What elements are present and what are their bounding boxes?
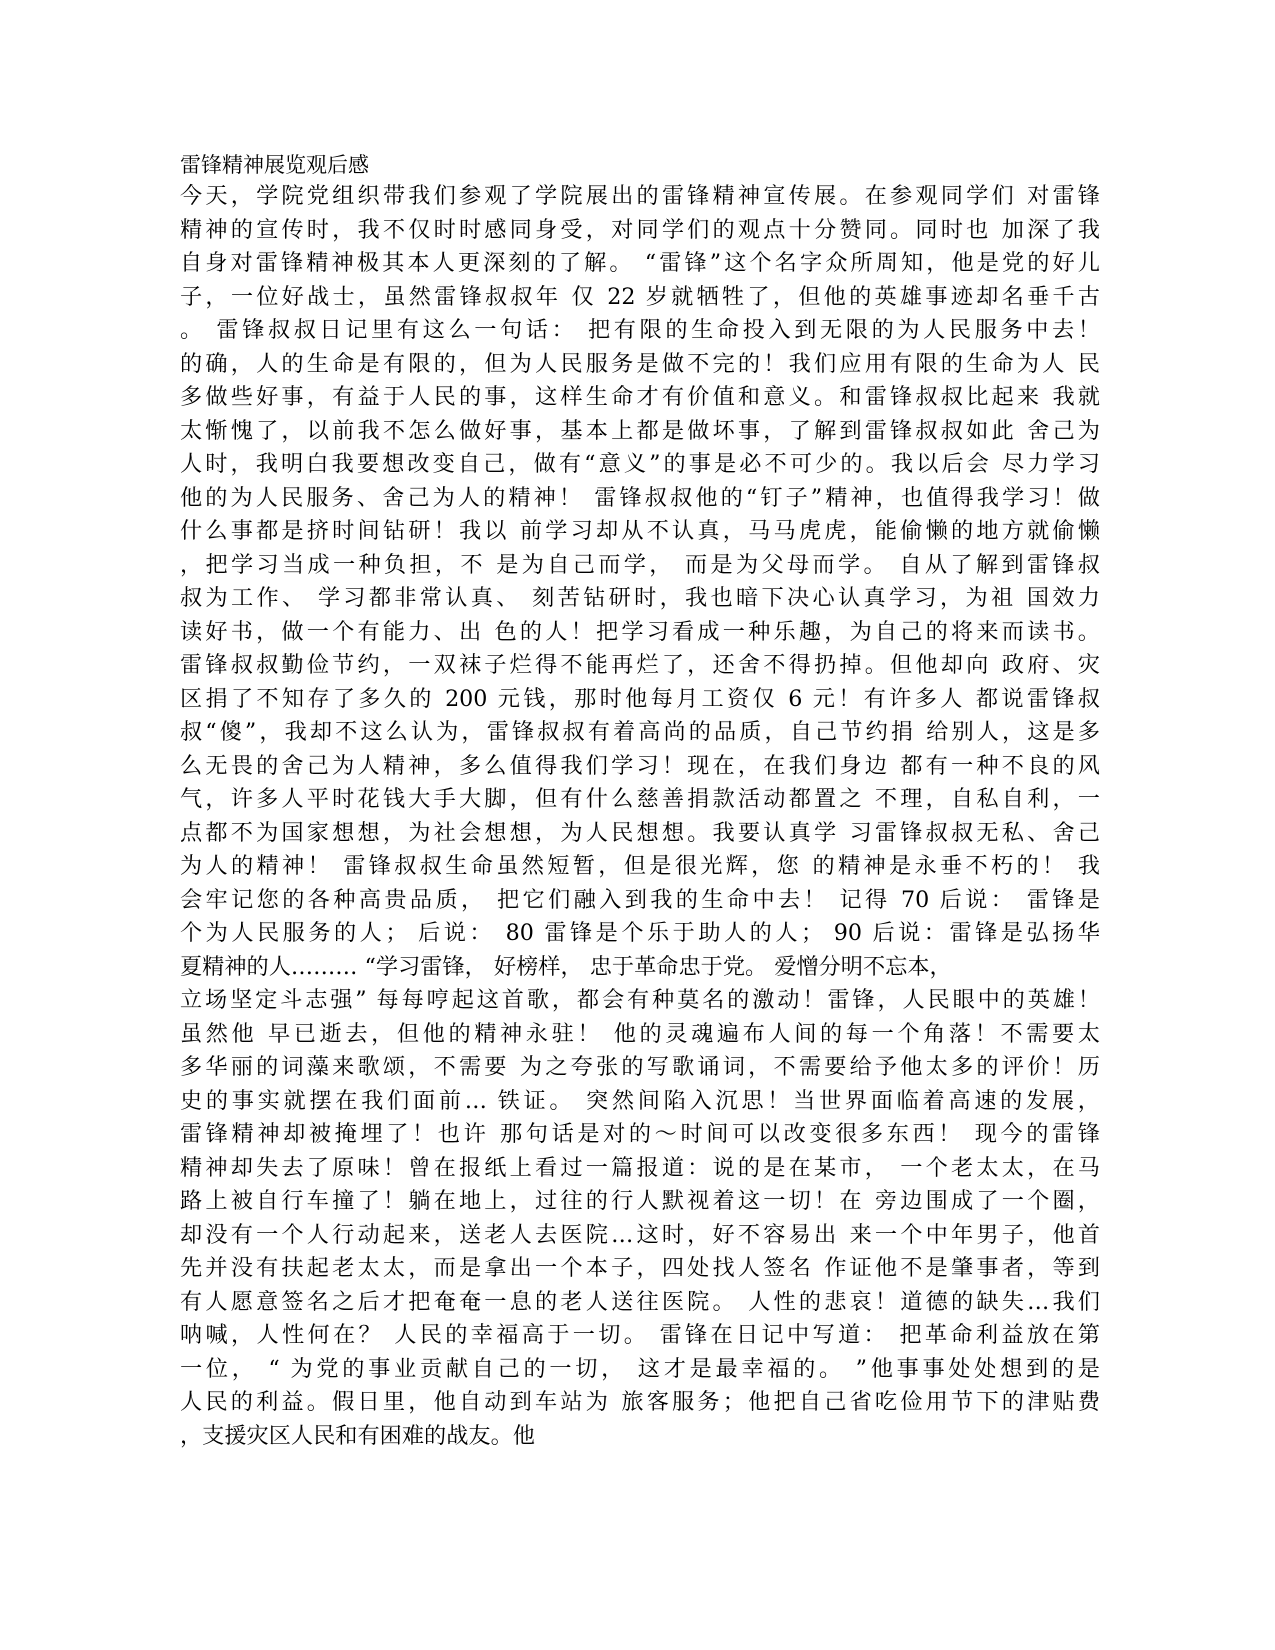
body-line: 今天，学院党组织带我们参观了学院展出的雷锋精神宣传展。在参观同学们 对雷锋 [180, 183, 1100, 209]
body-line: 雷锋叔叔勤俭节约，一双袜子烂得不能再烂了，还舍不得扔掉。但他却向 政府、灾 [180, 652, 1100, 678]
body-line: 先并没有扶起老太太，而是拿出一个本子，四处找人签名 作证他不是肇事者，等到 [180, 1255, 1100, 1281]
document-page [180, 148, 1100, 1453]
body-line: 点都不为国家想想，为社会想想，为人民想想。我要认真学 习雷锋叔叔无私、舍己 [180, 819, 1100, 846]
body-line: 路上被自行车撞了！躺在地上，过往的行人默视着这一切！在 旁边围成了一个圈， [180, 1188, 1100, 1214]
body-line: 人时，我明白我要想改变自己，做有“意义”的事是必不可少的。我以后会 尽力学习 [180, 451, 1100, 477]
body-line: 自身对雷锋精神极其本人更深刻的了解。 “雷锋”这个名字众所周知，他是党的好儿 [180, 250, 1100, 276]
body-line: ，支援灾区人民和有困难的战友。他 [180, 1422, 535, 1449]
body-line: 叔为工作、 学习都非常认真、 刻苦钻研时，我也暗下决心认真学习，为祖 国效力 [180, 585, 1100, 611]
body-line: 。 雷锋叔叔日记里有这么一句话： 把有限的生命投入到无限的为人民服务中去！ [180, 317, 1100, 343]
body-line: 个为人民服务的人； 后说： 80 雷锋是个乐于助人的人； 90 后说：雷锋是弘扬华 [180, 920, 1100, 946]
body-line: 雷锋精神却被掩埋了！也许 那句话是对的～时间可以改变很多东西！ 现今的雷锋 [180, 1121, 1100, 1147]
body-line: 叔“傻”，我却不这么认为，雷锋叔叔有着高尚的品质，自己节约捐 给别人，这是多 [180, 719, 1100, 745]
body-line: 呐喊，人性何在？ 人民的幸福高于一切。 雷锋在日记中写道： 把革命利益放在第 [180, 1322, 1100, 1348]
body-line: 子，一位好战士，虽然雷锋叔叔年 仅 22 岁就牺牲了，但他的英雄事迹却名垂千古 [180, 283, 1100, 310]
body-line: ，把学习当成一种负担，不 是为自己而学， 而是为父母而学。 自从了解到雷锋叔 [180, 551, 1100, 578]
body-line: 多做些好事，有益于人民的事，这样生命才有价值和意义。和雷锋叔叔比起来 我就 [180, 384, 1100, 410]
body-line: 立场坚定斗志强” 每每哼起这首歌，都会有种莫名的激动！雷锋，人民眼中的英雄！ [180, 987, 1100, 1013]
document-body [180, 180, 1100, 1453]
body-line: 多华丽的词藻来歌颂，不需要 为之夸张的写歌诵词，不需要给予他太多的评价！历 [180, 1054, 1100, 1080]
body-line: 人民的利益。假日里，他自动到车站为 旅客服务；他把自己省吃俭用节下的津贴费 [180, 1389, 1100, 1415]
body-line: 为人的精神！ 雷锋叔叔生命虽然短暂，但是很光辉，您 的精神是永垂不朽的！ 我 [180, 853, 1100, 879]
body-line: 夏精神的人……… “学习雷锋， 好榜样， 忠于革命忠于党。 爱憎分明不忘本， [180, 953, 952, 980]
body-line: 他的为人民服务、舍己为人的精神！ 雷锋叔叔他的“钉子”精神，也值得我学习！做 [180, 484, 1100, 511]
body-line: 有人愿意签名之后才把奄奄一息的老人送往医院。 人性的悲哀！道德的缺失…我们 [180, 1288, 1100, 1315]
document-title: 雷锋精神展览观后感 [180, 153, 369, 177]
body-line: 史的事实就摆在我们面前… 铁证。 突然间陷入沉思！当世界面临着高速的发展， [180, 1087, 1100, 1114]
body-line: 什么事都是挤时间钻研！我以 前学习却从不认真，马马虎虎，能偷懒的地方就偷懒 [180, 518, 1100, 544]
body-line: 么无畏的舍己为人精神，多么值得我们学习！现在，在我们身边 都有一种不良的风 [180, 752, 1100, 779]
body-line: 读好书，做一个有能力、出 色的人！把学习看成一种乐趣，为自己的将来而读书。 [180, 618, 1100, 645]
body-line: 区捐了不知存了多久的 200 元钱，那时他每月工资仅 6 元！有许多人 都说雷锋叔 [180, 685, 1100, 712]
body-line: 精神的宣传时，我不仅时时感同身受，对同学们的观点十分赞同。同时也 加深了我 [180, 216, 1100, 243]
body-line: 却没有一个人行动起来，送老人去医院…这时，好不容易出 来一个中年男子，他首 [180, 1221, 1100, 1248]
body-line: 精神却失去了原味！曾在报纸上看过一篇报道：说的是在某市， 一个老太太，在马 [180, 1154, 1100, 1181]
body-line: 一位， “ 为党的事业贡献自己的一切， 这才是最幸福的。 ”他事事处处想到的是 [180, 1355, 1100, 1382]
body-line: 虽然他 早已逝去，但他的精神永驻！ 他的灵魂遍布人间的每一个角落！不需要太 [180, 1020, 1100, 1047]
body-line: 太惭愧了，以前我不怎么做好事，基本上都是做坏事，了解到雷锋叔叔如此 舍己为 [180, 417, 1100, 444]
body-line: 的确，人的生命是有限的，但为人民服务是做不完的！我们应用有限的生命为人 民 [180, 350, 1100, 377]
body-line: 气，许多人平时花钱大手大脚，但有什么慈善捐款活动都置之 不理，自私自利，一 [180, 786, 1100, 812]
body-line: 会牢记您的各种高贵品质， 把它们融入到我的生命中去！ 记得 70 后说： 雷锋是 [180, 886, 1100, 913]
